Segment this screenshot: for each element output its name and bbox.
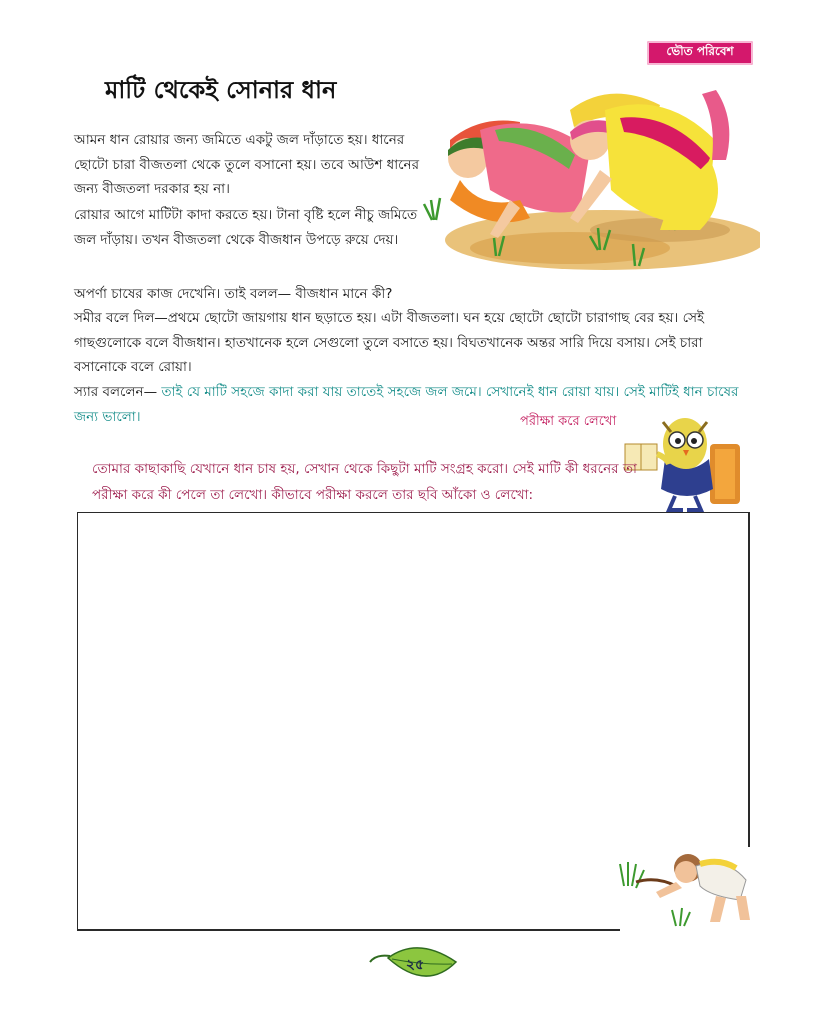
page-number: ২৫ bbox=[405, 957, 425, 973]
paragraph-aman-rice: আমন ধান রোয়ার জন্য জমিতে একটু জল দাঁড়াতে হয়। ধানের ছোটো চারা বীজতলা থেকে তুলে বসানো হয়। তবে আউশ ধানের জন্য বীজতলা দরকার হয় না। bbox=[74, 132, 420, 198]
boy-with-seedlings-illustration bbox=[616, 846, 758, 930]
answer-box-bottom-border bbox=[77, 929, 620, 931]
page-title: মাটি থেকেই সোনার ধান bbox=[105, 76, 337, 104]
paragraph-puddling: রোয়ার আগে মাটিটা কাদা করতে হয়। টানা বৃষ্টি হলে নীচু জমিতে জল দাঁড়ায়। তখন বীজতলা থেকে বীজধান উপড়ে রুয়ে দেয়। bbox=[74, 207, 418, 248]
teacher-says-text: তাই যে মাটি সহজে কাদা করা যায় তাতেই সহজে জল জমে। সেখানেই ধান রোয়া যায়। সেই মাটিই ধান চাষের জন্য ভালো। bbox=[74, 384, 739, 425]
paragraph-aparna-question: অপর্ণা চাষের কাজ দেখেনি। তাই বলল— বীজধান মানে কী? bbox=[74, 286, 393, 302]
activity-instruction: তোমার কাছাকাছি যেখানে ধান চাষ হয়, সেখান থেকে কিছুটা মাটি সংগ্রহ করো। সেই মাটি কী ধরনের তা পরীক্ষা করে কী পেলে তা লেখো। কীভাবে পরীক্ষা করলে তার ছবি আঁকো ও লেখো: bbox=[92, 461, 637, 503]
activity-label: পরীক্ষা করে লেখো bbox=[520, 414, 617, 429]
answer-box-right-border bbox=[748, 512, 750, 847]
teacher-says-prefix: স্যার বললেন— bbox=[74, 384, 162, 400]
paragraph-samir-answer: সমীর বলে দিল—প্রথমে ছোটো জায়গায় ধান ছড়াতে হয়। এটা বীজতলা। ঘন হয়ে ছোটো ছোটো চারাগাছ বের হয়। সেই গাছগুলোকে বলে বীজধান। হাতখানেক হলে সেগুলো তুলে বসাতে হয়। বিঘতখানেক অন্তর সারি দিয়ে বসায়। সেই চারা বসানোকে বলে রোয়া। bbox=[74, 310, 705, 376]
section-badge: ভৌত পরিবেশ bbox=[647, 41, 753, 65]
rice-planting-illustration bbox=[420, 70, 760, 280]
